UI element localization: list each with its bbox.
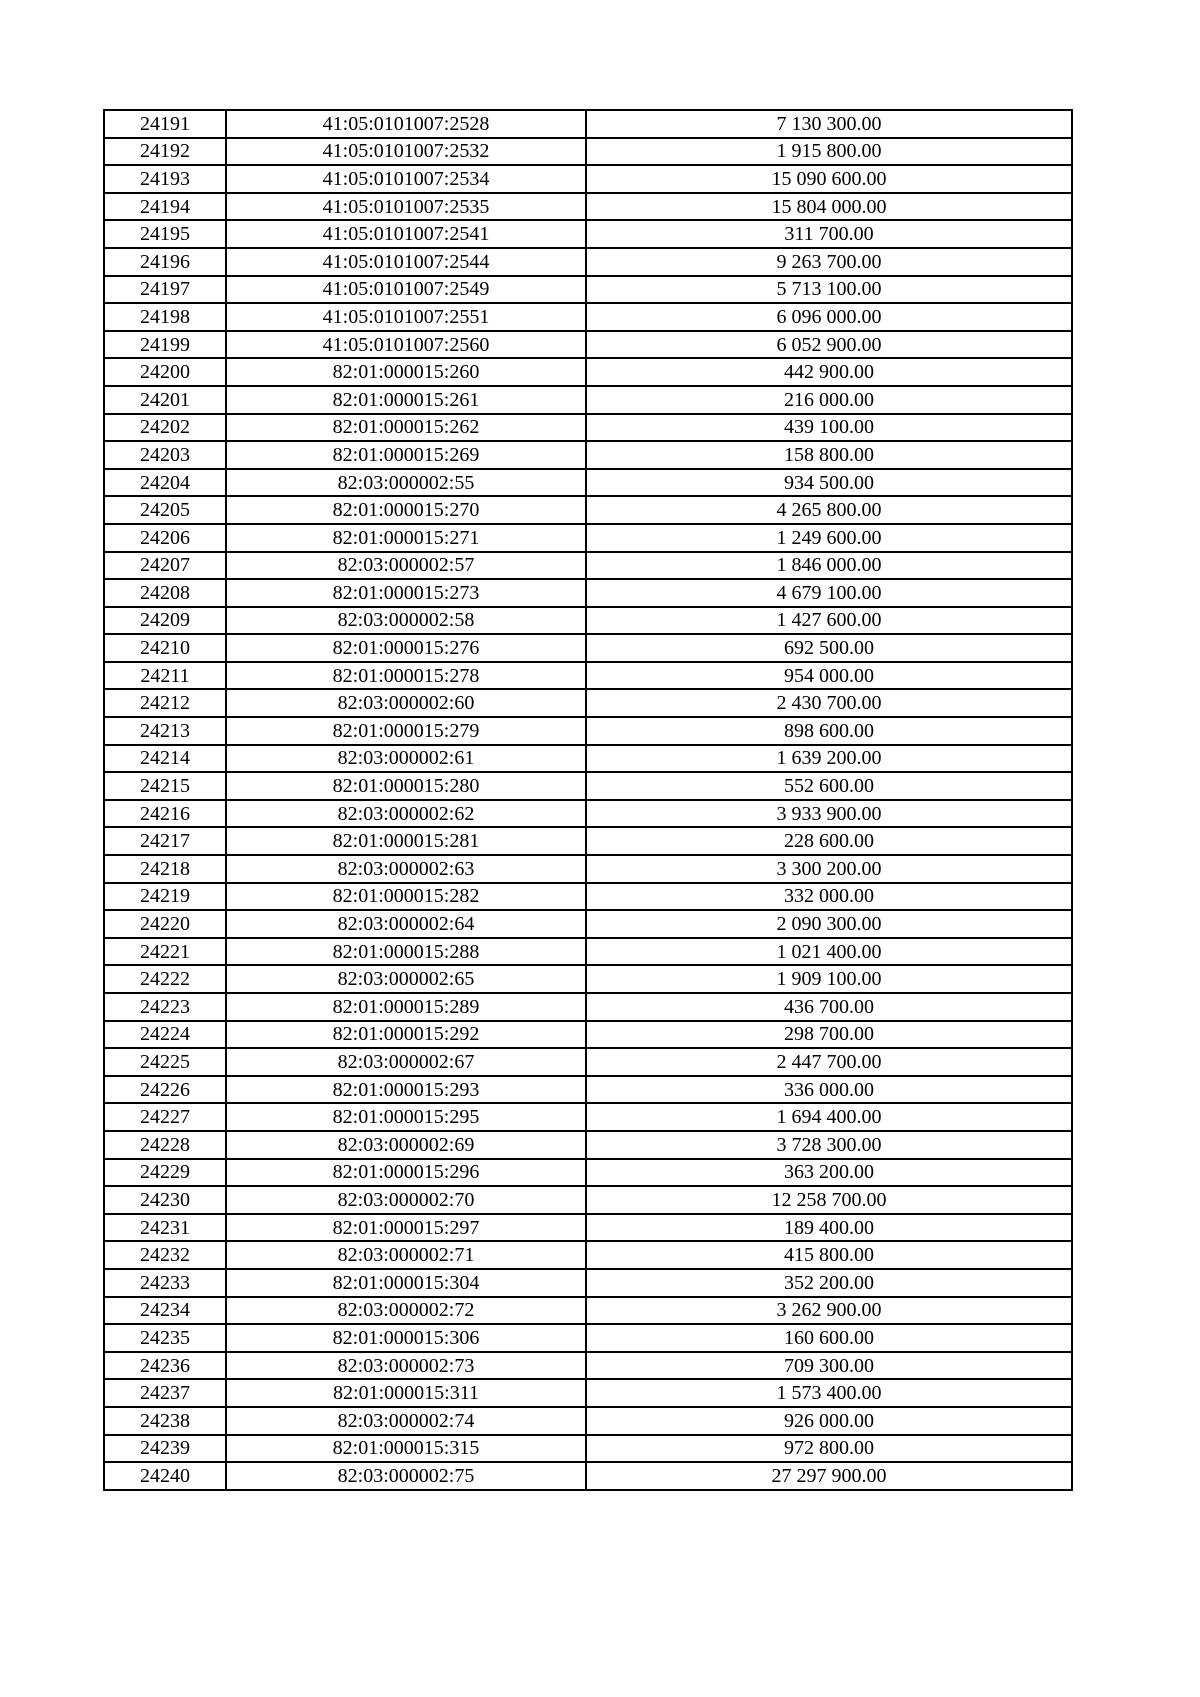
cadastral-value-cell: 439 100.00 (586, 414, 1072, 442)
table-row (104, 1297, 1072, 1325)
cadastral-number-cell: 82:01:000015:311 (226, 1379, 586, 1407)
table-row (104, 827, 1072, 855)
table-row (104, 579, 1072, 607)
cadastral-number-cell: 82:03:000002:57 (226, 552, 586, 580)
cadastral-number-cell: 82:03:000002:55 (226, 469, 586, 497)
cadastral-number-cell: 82:03:000002:72 (226, 1297, 586, 1325)
table-row (104, 855, 1072, 883)
row-number-cell: 24205 (104, 496, 226, 524)
row-number-cell: 24196 (104, 248, 226, 276)
cadastral-number-cell: 41:05:0101007:2541 (226, 220, 586, 248)
cadastral-number-cell: 82:01:000015:271 (226, 524, 586, 552)
cadastral-number-cell: 82:03:000002:75 (226, 1462, 586, 1490)
cadastral-number-cell: 41:05:0101007:2544 (226, 248, 586, 276)
cadastral-value-cell: 1 915 800.00 (586, 138, 1072, 166)
cadastral-value-cell: 15 090 600.00 (586, 165, 1072, 193)
cadastral-value-cell: 332 000.00 (586, 883, 1072, 911)
row-number-cell: 24232 (104, 1241, 226, 1269)
row-number-cell: 24222 (104, 965, 226, 993)
row-number-cell: 24234 (104, 1297, 226, 1325)
row-number-cell: 24217 (104, 827, 226, 855)
cadastral-value-cell: 12 258 700.00 (586, 1186, 1072, 1214)
row-number-cell: 24201 (104, 386, 226, 414)
table-row (104, 276, 1072, 304)
table-row (104, 1241, 1072, 1269)
table-row (104, 1076, 1072, 1104)
cadastral-number-cell: 41:05:0101007:2532 (226, 138, 586, 166)
cadastral-number-cell: 82:01:000015:261 (226, 386, 586, 414)
cadastral-value-cell: 1 639 200.00 (586, 745, 1072, 773)
cadastral-number-cell: 82:03:000002:74 (226, 1407, 586, 1435)
table-row (104, 110, 1072, 138)
cadastral-number-cell: 82:03:000002:70 (226, 1186, 586, 1214)
row-number-cell: 24194 (104, 193, 226, 221)
cadastral-value-cell: 2 430 700.00 (586, 689, 1072, 717)
row-number-cell: 24231 (104, 1214, 226, 1242)
cadastral-value-cell: 9 263 700.00 (586, 248, 1072, 276)
table-row (104, 524, 1072, 552)
cadastral-number-cell: 82:03:000002:63 (226, 855, 586, 883)
row-number-cell: 24192 (104, 138, 226, 166)
cadastral-number-cell: 82:03:000002:73 (226, 1352, 586, 1380)
row-number-cell: 24209 (104, 607, 226, 635)
cadastral-number-cell: 41:05:0101007:2549 (226, 276, 586, 304)
table-row (104, 745, 1072, 773)
cadastral-value-cell: 926 000.00 (586, 1407, 1072, 1435)
cadastral-value-cell: 2 447 700.00 (586, 1048, 1072, 1076)
cadastral-number-cell: 82:01:000015:260 (226, 358, 586, 386)
row-number-cell: 24237 (104, 1379, 226, 1407)
table-row (104, 993, 1072, 1021)
row-number-cell: 24228 (104, 1131, 226, 1159)
row-number-cell: 24193 (104, 165, 226, 193)
cadastral-value-cell: 160 600.00 (586, 1324, 1072, 1352)
row-number-cell: 24227 (104, 1103, 226, 1131)
cadastral-number-cell: 82:01:000015:296 (226, 1159, 586, 1187)
row-number-cell: 24236 (104, 1352, 226, 1380)
cadastral-number-cell: 82:01:000015:315 (226, 1435, 586, 1463)
row-number-cell: 24202 (104, 414, 226, 442)
table-row (104, 910, 1072, 938)
cadastral-value-cell: 4 265 800.00 (586, 496, 1072, 524)
cadastral-number-cell: 82:03:000002:69 (226, 1131, 586, 1159)
cadastral-value-cell: 216 000.00 (586, 386, 1072, 414)
cadastral-number-cell: 41:05:0101007:2535 (226, 193, 586, 221)
cadastral-value-cell: 27 297 900.00 (586, 1462, 1072, 1490)
cadastral-number-cell: 82:01:000015:292 (226, 1021, 586, 1049)
table-row (104, 386, 1072, 414)
table-row (104, 607, 1072, 635)
cadastral-number-cell: 41:05:0101007:2534 (226, 165, 586, 193)
row-number-cell: 24191 (104, 110, 226, 138)
cadastral-number-cell: 82:01:000015:282 (226, 883, 586, 911)
cadastral-value-cell: 1 021 400.00 (586, 938, 1072, 966)
row-number-cell: 24195 (104, 220, 226, 248)
row-number-cell: 24229 (104, 1159, 226, 1187)
table-row (104, 1186, 1072, 1214)
row-number-cell: 24230 (104, 1186, 226, 1214)
table-body (104, 110, 1072, 1490)
cadastral-number-cell: 82:01:000015:295 (226, 1103, 586, 1131)
cadastral-value-cell: 552 600.00 (586, 772, 1072, 800)
row-number-cell: 24238 (104, 1407, 226, 1435)
cadastral-number-cell: 41:05:0101007:2528 (226, 110, 586, 138)
cadastral-value-cell: 898 600.00 (586, 717, 1072, 745)
cadastral-value-cell: 5 713 100.00 (586, 276, 1072, 304)
row-number-cell: 24214 (104, 745, 226, 773)
table-row (104, 1379, 1072, 1407)
table-row (104, 469, 1072, 497)
row-number-cell: 24207 (104, 552, 226, 580)
table-row (104, 965, 1072, 993)
cadastral-number-cell: 41:05:0101007:2560 (226, 331, 586, 359)
table-row (104, 248, 1072, 276)
cadastral-number-cell: 82:03:000002:64 (226, 910, 586, 938)
row-number-cell: 24210 (104, 634, 226, 662)
table-row (104, 220, 1072, 248)
cadastral-number-cell: 82:03:000002:60 (226, 689, 586, 717)
cadastral-value-cell: 3 728 300.00 (586, 1131, 1072, 1159)
table-row (104, 1159, 1072, 1187)
cadastral-number-cell: 82:01:000015:270 (226, 496, 586, 524)
table-row (104, 1269, 1072, 1297)
cadastral-value-cell: 3 300 200.00 (586, 855, 1072, 883)
cadastral-number-cell: 82:03:000002:71 (226, 1241, 586, 1269)
row-number-cell: 24223 (104, 993, 226, 1021)
cadastral-number-cell: 82:03:000002:58 (226, 607, 586, 635)
cadastral-number-cell: 82:01:000015:289 (226, 993, 586, 1021)
cadastral-value-cell: 1 694 400.00 (586, 1103, 1072, 1131)
cadastral-value-cell: 298 700.00 (586, 1021, 1072, 1049)
cadastral-number-cell: 82:03:000002:67 (226, 1048, 586, 1076)
table-row (104, 193, 1072, 221)
row-number-cell: 24235 (104, 1324, 226, 1352)
row-number-cell: 24204 (104, 469, 226, 497)
row-number-cell: 24211 (104, 662, 226, 690)
row-number-cell: 24220 (104, 910, 226, 938)
table-row (104, 1103, 1072, 1131)
row-number-cell: 24239 (104, 1435, 226, 1463)
cadastral-number-cell: 82:03:000002:65 (226, 965, 586, 993)
table-row (104, 1407, 1072, 1435)
table-row (104, 1048, 1072, 1076)
cadastral-value-cell: 6 052 900.00 (586, 331, 1072, 359)
cadastral-value-cell: 7 130 300.00 (586, 110, 1072, 138)
cadastral-value-cell: 415 800.00 (586, 1241, 1072, 1269)
table-row (104, 1462, 1072, 1490)
cadastral-value-cell: 2 090 300.00 (586, 910, 1072, 938)
row-number-cell: 24225 (104, 1048, 226, 1076)
cadastral-value-cell: 189 400.00 (586, 1214, 1072, 1242)
table-row (104, 331, 1072, 359)
cadastral-number-cell: 82:01:000015:269 (226, 441, 586, 469)
cadastral-value-cell: 363 200.00 (586, 1159, 1072, 1187)
table-row (104, 414, 1072, 442)
cadastral-number-cell: 82:03:000002:61 (226, 745, 586, 773)
row-number-cell: 24226 (104, 1076, 226, 1104)
row-number-cell: 24198 (104, 303, 226, 331)
table-row (104, 1131, 1072, 1159)
table-row (104, 772, 1072, 800)
cadastral-number-cell: 82:01:000015:273 (226, 579, 586, 607)
table-row (104, 717, 1072, 745)
cadastral-value-cell: 1 427 600.00 (586, 607, 1072, 635)
cadastral-number-cell: 82:01:000015:278 (226, 662, 586, 690)
cadastral-value-cell: 1 249 600.00 (586, 524, 1072, 552)
table-row (104, 496, 1072, 524)
row-number-cell: 24216 (104, 800, 226, 828)
cadastral-number-cell: 82:01:000015:262 (226, 414, 586, 442)
row-number-cell: 24199 (104, 331, 226, 359)
row-number-cell: 24208 (104, 579, 226, 607)
row-number-cell: 24219 (104, 883, 226, 911)
row-number-cell: 24203 (104, 441, 226, 469)
row-number-cell: 24200 (104, 358, 226, 386)
table-row (104, 1435, 1072, 1463)
table-row (104, 662, 1072, 690)
cadastral-value-cell: 228 600.00 (586, 827, 1072, 855)
row-number-cell: 24218 (104, 855, 226, 883)
row-number-cell: 24212 (104, 689, 226, 717)
cadastral-number-cell: 82:01:000015:276 (226, 634, 586, 662)
cadastral-value-cell: 442 900.00 (586, 358, 1072, 386)
cadastral-value-table (103, 109, 1073, 1491)
cadastral-value-cell: 954 000.00 (586, 662, 1072, 690)
cadastral-value-cell: 15 804 000.00 (586, 193, 1072, 221)
row-number-cell: 24213 (104, 717, 226, 745)
table-row (104, 800, 1072, 828)
cadastral-number-cell: 82:01:000015:293 (226, 1076, 586, 1104)
cadastral-number-cell: 82:03:000002:62 (226, 800, 586, 828)
row-number-cell: 24221 (104, 938, 226, 966)
row-number-cell: 24240 (104, 1462, 226, 1490)
table-row (104, 552, 1072, 580)
table-row (104, 689, 1072, 717)
table-row (104, 1352, 1072, 1380)
table-row (104, 138, 1072, 166)
cadastral-value-cell: 3 262 900.00 (586, 1297, 1072, 1325)
row-number-cell: 24206 (104, 524, 226, 552)
row-number-cell: 24197 (104, 276, 226, 304)
cadastral-number-cell: 82:01:000015:279 (226, 717, 586, 745)
cadastral-value-cell: 1 573 400.00 (586, 1379, 1072, 1407)
table-row (104, 1021, 1072, 1049)
table-row (104, 1214, 1072, 1242)
cadastral-number-cell: 82:01:000015:297 (226, 1214, 586, 1242)
cadastral-value-cell: 1 846 000.00 (586, 552, 1072, 580)
row-number-cell: 24215 (104, 772, 226, 800)
cadastral-number-cell: 82:01:000015:306 (226, 1324, 586, 1352)
table-row (104, 441, 1072, 469)
cadastral-value-cell: 972 800.00 (586, 1435, 1072, 1463)
cadastral-value-cell: 1 909 100.00 (586, 965, 1072, 993)
cadastral-value-cell: 4 679 100.00 (586, 579, 1072, 607)
cadastral-value-cell: 934 500.00 (586, 469, 1072, 497)
cadastral-value-cell: 311 700.00 (586, 220, 1072, 248)
table-row (104, 165, 1072, 193)
cadastral-value-cell: 709 300.00 (586, 1352, 1072, 1380)
cadastral-value-cell: 692 500.00 (586, 634, 1072, 662)
cadastral-number-cell: 41:05:0101007:2551 (226, 303, 586, 331)
table-row (104, 883, 1072, 911)
table-row (104, 358, 1072, 386)
table-row (104, 634, 1072, 662)
table-row (104, 303, 1072, 331)
cadastral-value-cell: 336 000.00 (586, 1076, 1072, 1104)
row-number-cell: 24224 (104, 1021, 226, 1049)
cadastral-number-cell: 82:01:000015:304 (226, 1269, 586, 1297)
cadastral-number-cell: 82:01:000015:280 (226, 772, 586, 800)
cadastral-value-cell: 352 200.00 (586, 1269, 1072, 1297)
table-row (104, 938, 1072, 966)
table-row (104, 1324, 1072, 1352)
cadastral-value-cell: 158 800.00 (586, 441, 1072, 469)
cadastral-number-cell: 82:01:000015:281 (226, 827, 586, 855)
cadastral-value-cell: 3 933 900.00 (586, 800, 1072, 828)
cadastral-value-cell: 6 096 000.00 (586, 303, 1072, 331)
cadastral-value-cell: 436 700.00 (586, 993, 1072, 1021)
cadastral-number-cell: 82:01:000015:288 (226, 938, 586, 966)
row-number-cell: 24233 (104, 1269, 226, 1297)
